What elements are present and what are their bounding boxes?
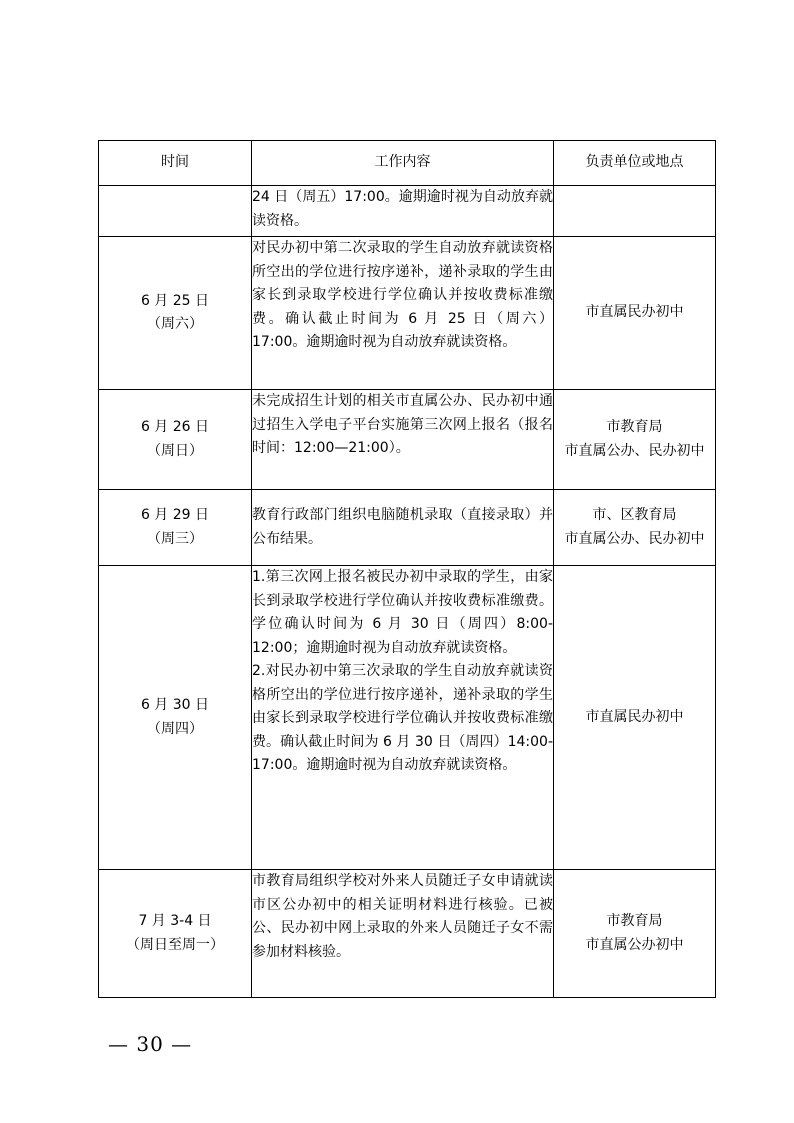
unit-text: 市教育局: [606, 419, 663, 435]
time-cell: [99, 390, 252, 490]
weekday-text: （周日）: [147, 442, 203, 459]
table-row: [99, 566, 716, 870]
content-text: 未完成招生计划的相关市直属公办、民办初中通过招生入学电子平台实施第三次网上报名（报名时间：12:00—21:00）。: [252, 393, 553, 456]
content-cell: [252, 237, 554, 390]
unit-text: 市、区教育局: [592, 507, 677, 523]
date-text: 6 月 30 日: [140, 697, 210, 713]
table-row: [99, 870, 716, 998]
unit-text: 市直属公办、民办初中: [564, 530, 705, 547]
header-time: 时间: [99, 141, 252, 186]
unit-text: 市教育局: [606, 913, 663, 929]
weekday-text: （周日至周一）: [126, 936, 224, 953]
unit-text: 市直属公办初中: [585, 936, 684, 953]
date-text: 6 月 29 日: [140, 507, 210, 523]
header-content: 工作内容: [252, 141, 554, 186]
time-cell: [99, 186, 252, 237]
content-item-2: 2.对民办初中第三次录取的学生自动放弃就读资格所空出的学位进行按序递补，递补录取的学生由家长到录取学校进行学位确认并按收费标准缴费。确认截止时间为 6 月 30 日（周四）14:00-17:00。逾期逾时视为自动放弃就读资格。: [252, 663, 553, 773]
content-cell: [252, 490, 554, 566]
content-text: 24 日（周五）17:00。逾期逾时视为自动放弃就读资格。: [252, 189, 553, 229]
schedule-table: [98, 140, 716, 998]
content-cell: [252, 390, 554, 490]
content-text: 教育行政部门组织电脑随机录取（直接录取）并公布结果。: [252, 507, 553, 547]
date-text: 6 月 25 日: [140, 292, 210, 309]
table-row: [99, 237, 716, 390]
header-unit: 负责单位或地点: [554, 141, 716, 186]
unit-text: 市直属民办初中: [585, 708, 684, 725]
content-text: 对民办初中第二次录取的学生自动放弃就读资格所空出的学位进行按序递补，递补录取的学生由家长到录取学校进行学位确认并按收费标准缴费。确认截止时间为 6 月 25 日（周六）17:00。逾期逾时视为自动放弃就读资格。: [252, 240, 553, 350]
table-row: [99, 390, 716, 490]
date-text: 7 月 3-4 日: [138, 913, 212, 929]
unit-cell: [554, 490, 716, 566]
weekday-text: （周六）: [147, 316, 203, 332]
content-item-1: 1.第三次网上报名被民办初中录取的学生，由家长到录取学校进行学位确认并按收费标准缴费。学位确认时间为 6 月 30 日（周四）8:00-12:00；逾期逾时视为自动放弃就读资格。: [252, 569, 553, 656]
table-row: [99, 490, 716, 566]
unit-text: 市直属民办初中: [585, 304, 684, 321]
time-cell: [99, 237, 252, 390]
weekday-text: （周四）: [147, 720, 203, 737]
content-text: 市教育局组织学校对外来人员随迁子女申请就读市区公办初中的相关证明材料进行核验。已被公、民办初中网上录取的外来人员随迁子女不需参加材料核验。: [252, 873, 553, 960]
unit-cell: [554, 390, 716, 490]
content-cell: [252, 186, 554, 237]
table-row: [99, 186, 716, 237]
unit-cell: [554, 870, 716, 998]
content-cell: [252, 566, 554, 870]
unit-text: 市直属公办、民办初中: [564, 442, 705, 459]
weekday-text: （周三）: [147, 530, 203, 547]
content-cell: [252, 870, 554, 998]
unit-cell: [554, 186, 716, 237]
table-header-row: [99, 141, 716, 186]
unit-cell: [554, 566, 716, 870]
unit-cell: [554, 237, 716, 390]
time-cell: [99, 566, 252, 870]
time-cell: [99, 870, 252, 998]
page-number: — 30 —: [108, 1032, 193, 1056]
date-text: 6 月 26 日: [140, 419, 210, 435]
time-cell: [99, 490, 252, 566]
